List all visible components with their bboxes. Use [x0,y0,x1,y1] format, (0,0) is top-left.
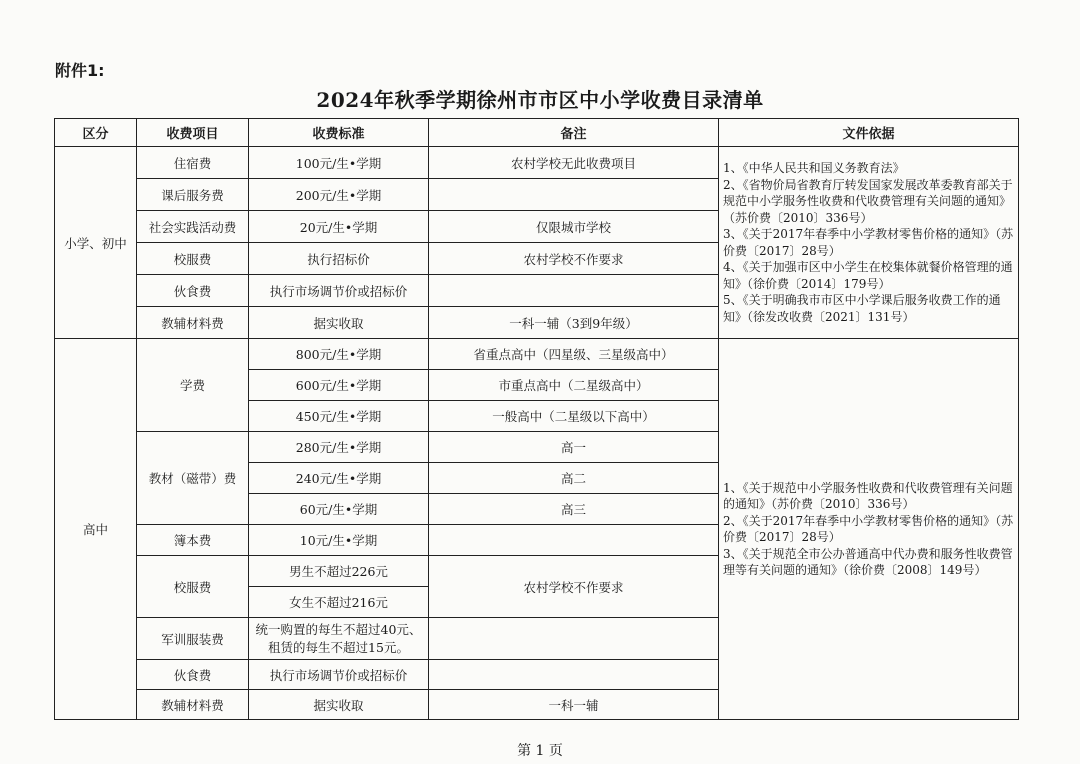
table-header-row [55,119,1019,147]
item-cell: 教辅材料费 [137,307,249,339]
remarks-cell: 一科一辅 [429,690,719,720]
table-row [55,339,1019,370]
page-title: 2024年秋季学期徐州市市区中小学收费目录清单 [316,88,764,112]
remarks-cell [429,179,719,211]
header-remarks: 备注 [429,119,719,147]
header-item: 收费项目 [137,119,249,147]
item-cell: 校服费 [137,556,249,618]
standard-cell: 执行市场调节价或招标价 [249,660,429,690]
category-primary: 小学、初中 [55,147,137,339]
item-cell: 教辅材料费 [137,690,249,720]
basis-line: 1、《中华人民共和国义务教育法》 [723,161,905,175]
table-row [55,147,1019,179]
standard-cell [249,618,429,660]
remarks-cell: 一般高中（二星级以下高中） [429,401,719,432]
item-cell: 课后服务费 [137,179,249,211]
item-cell: 社会实践活动费 [137,211,249,243]
fee-table [54,118,1019,720]
category-high: 高中 [55,339,137,720]
standard-cell: 执行市场调节价或招标价 [249,275,429,307]
remarks-cell: 高一 [429,432,719,463]
item-cell: 军训服装费 [137,618,249,660]
remarks-cell: 农村学校不作要求 [429,243,719,275]
item-cell: 住宿费 [137,147,249,179]
standard-cell: 男生不超过226元 [249,556,429,587]
item-cell: 伙食费 [137,275,249,307]
standard-cell: 450元/生•学期 [249,401,429,432]
attachment-label: 附件1: [55,61,105,80]
standard-cell: 据实收取 [249,690,429,720]
header-category: 区分 [55,119,137,147]
remarks-cell: 农村学校不作要求 [429,556,719,618]
basis-line: 2、《关于2017年春季中小学教材零售价格的通知》（苏价费〔2017〕28号） [723,513,1014,544]
remarks-cell: 农村学校无此收费项目 [429,147,719,179]
standard-cell: 240元/生•学期 [249,463,429,494]
basis-line: 3、《关于2017年春季中小学教材零售价格的通知》（苏价费〔2017〕28号） [723,227,1014,258]
item-cell: 教材（磁带）费 [137,432,249,525]
item-cell: 伙食费 [137,660,249,690]
basis-line: 3、《关于规范全市公办普通高中代办费和服务性收费管理等有关问题的通知》（徐价费〔2008〕149号） [723,546,1013,577]
remarks-cell: 仅限城市学校 [429,211,719,243]
basis-line: 4、《关于加强市区中小学生在校集体就餐价格管理的通知》（徐价费〔2014〕179号） [723,260,1013,291]
remarks-cell: 省重点高中（四星级、三星级高中） [429,339,719,370]
standard-cell: 600元/生•学期 [249,370,429,401]
remarks-cell: 一科一辅（3到9年级） [429,307,719,339]
remarks-cell [429,618,719,660]
item-cell: 簿本费 [137,525,249,556]
standard-cell: 60元/生•学期 [249,494,429,525]
remarks-cell: 高二 [429,463,719,494]
standard-cell: 据实收取 [249,307,429,339]
header-basis: 文件依据 [719,119,1019,147]
standard-cell: 280元/生•学期 [249,432,429,463]
standard-line: 统一购置的每生不超过40元、 [255,621,422,637]
item-cell: 校服费 [137,243,249,275]
standard-cell: 执行招标价 [249,243,429,275]
remarks-cell [429,660,719,690]
standard-cell: 200元/生•学期 [249,179,429,211]
standard-cell: 100元/生•学期 [249,147,429,179]
basis-line: 5、《关于明确我市市区中小学课后服务收费工作的通知》（徐发改收费〔2021〕131号） [723,293,1001,324]
standard-cell: 800元/生•学期 [249,339,429,370]
standard-line: 租赁的每生不超过15元。 [268,639,409,655]
item-cell: 学费 [137,339,249,432]
remarks-cell: 市重点高中（二星级高中） [429,370,719,401]
remarks-cell: 高三 [429,494,719,525]
standard-cell: 10元/生•学期 [249,525,429,556]
standard-cell: 20元/生•学期 [249,211,429,243]
header-standard: 收费标准 [249,119,429,147]
standard-cell: 女生不超过216元 [249,587,429,618]
basis-high [719,339,1019,720]
basis-primary [719,147,1019,339]
page-number: 第 1 页 [517,743,563,759]
basis-line: 1、《关于规范中小学服务性收费和代收费管理有关问题的通知》（苏价费〔2010〕336号） [723,480,1013,511]
basis-line: 2、《省物价局省教育厅转发国家发展改革委教育部关于规范中小学服务性收费和代收费管理有关问题的通知》（苏价费〔2010〕336号） [723,177,1013,225]
remarks-cell [429,525,719,556]
remarks-cell [429,275,719,307]
